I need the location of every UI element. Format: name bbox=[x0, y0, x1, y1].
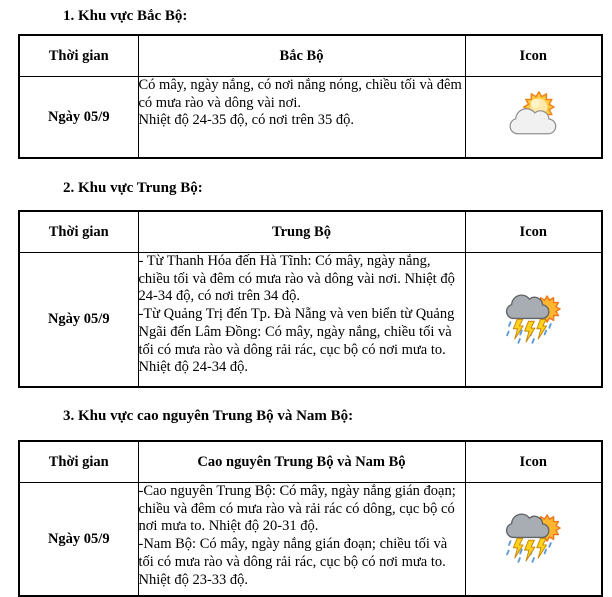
forecast-cell bbox=[138, 483, 465, 597]
col-header-region: Bắc Bộ bbox=[138, 35, 465, 77]
col-header-time: Thời gian bbox=[19, 211, 138, 253]
time-cell: Ngày 05/9 bbox=[19, 77, 138, 159]
weather-icon bbox=[505, 90, 562, 140]
forecast-paragraph: -Từ Quảng Trị đến Tp. Đà Nẵng và ven biển từ Quảng Ngãi đến Lâm Đồng: Có mây, ngày nắng, chiều tối và tối có mưa rào và dông rải rác, cục bộ có nơi mưa to. Nhiệt độ 24-34 độ. bbox=[138, 306, 455, 376]
col-header-icon: Icon bbox=[465, 211, 602, 253]
table-header-row bbox=[19, 211, 602, 253]
section-heading: 1. Khu vực Bắc Bộ: bbox=[63, 8, 188, 24]
col-header-region: Trung Bộ bbox=[138, 211, 465, 253]
table-header-row bbox=[19, 441, 602, 483]
col-header-time: Thời gian bbox=[19, 35, 138, 77]
table-row bbox=[19, 77, 602, 159]
weather-icon bbox=[503, 508, 563, 565]
icon-cell bbox=[465, 253, 602, 388]
table-header-row bbox=[19, 35, 602, 77]
icon-cell bbox=[465, 77, 602, 159]
icon-cell bbox=[465, 483, 602, 597]
storm-rain-lightning-icon bbox=[503, 508, 563, 565]
col-header-icon: Icon bbox=[465, 441, 602, 483]
forecast-cell bbox=[138, 253, 465, 388]
storm-rain-lightning-icon bbox=[503, 289, 563, 346]
section-heading: 3. Khu vực cao nguyên Trung Bộ và Nam Bộ: bbox=[63, 408, 354, 424]
time-cell: Ngày 05/9 bbox=[19, 253, 138, 388]
col-header-time: Thời gian bbox=[19, 441, 138, 483]
weather-icon bbox=[503, 289, 563, 346]
forecast-paragraph: Có mây, ngày nắng, có nơi nắng nóng, chiều tối và đêm có mưa rào và dông vài nơi. bbox=[138, 77, 462, 111]
forecast-table-bac-bo bbox=[18, 34, 603, 159]
col-header-region: Cao nguyên Trung Bộ và Nam Bộ bbox=[138, 441, 465, 483]
forecast-table-trung-bo bbox=[18, 210, 603, 388]
sun-behind-cloud-icon bbox=[505, 90, 562, 140]
forecast-paragraph: -Nam Bộ: Có mây, ngày nắng gián đoạn; chiều tối và tối có mưa rào và dông rải rác, cục bộ có nơi mưa to. Nhiệt độ 23-33 độ. bbox=[138, 536, 448, 588]
forecast-cell bbox=[138, 77, 465, 159]
time-cell: Ngày 05/9 bbox=[19, 483, 138, 597]
col-header-icon: Icon bbox=[465, 35, 602, 77]
forecast-table-cao-nguyen-nam-bo bbox=[18, 440, 603, 597]
table-row bbox=[19, 253, 602, 388]
forecast-paragraph: - Từ Thanh Hóa đến Hà Tĩnh: Có mây, ngày nắng, chiều tối và đêm có mưa rào và dông vài nơi. Nhiệt độ 24-34 độ, có nơi trên 34 độ. bbox=[138, 253, 455, 305]
forecast-paragraph: Nhiệt độ 24-35 độ, có nơi trên 35 độ. bbox=[138, 112, 354, 129]
forecast-paragraph: -Cao nguyên Trung Bộ: Có mây, ngày nắng gián đoạn; chiều và đêm có mưa rào và rải rác có dông, cục bộ có nơi mưa to. Nhiệt độ 20-31 độ. bbox=[138, 483, 456, 535]
table-row bbox=[19, 483, 602, 597]
section-heading: 2. Khu vực Trung Bộ: bbox=[63, 180, 203, 196]
